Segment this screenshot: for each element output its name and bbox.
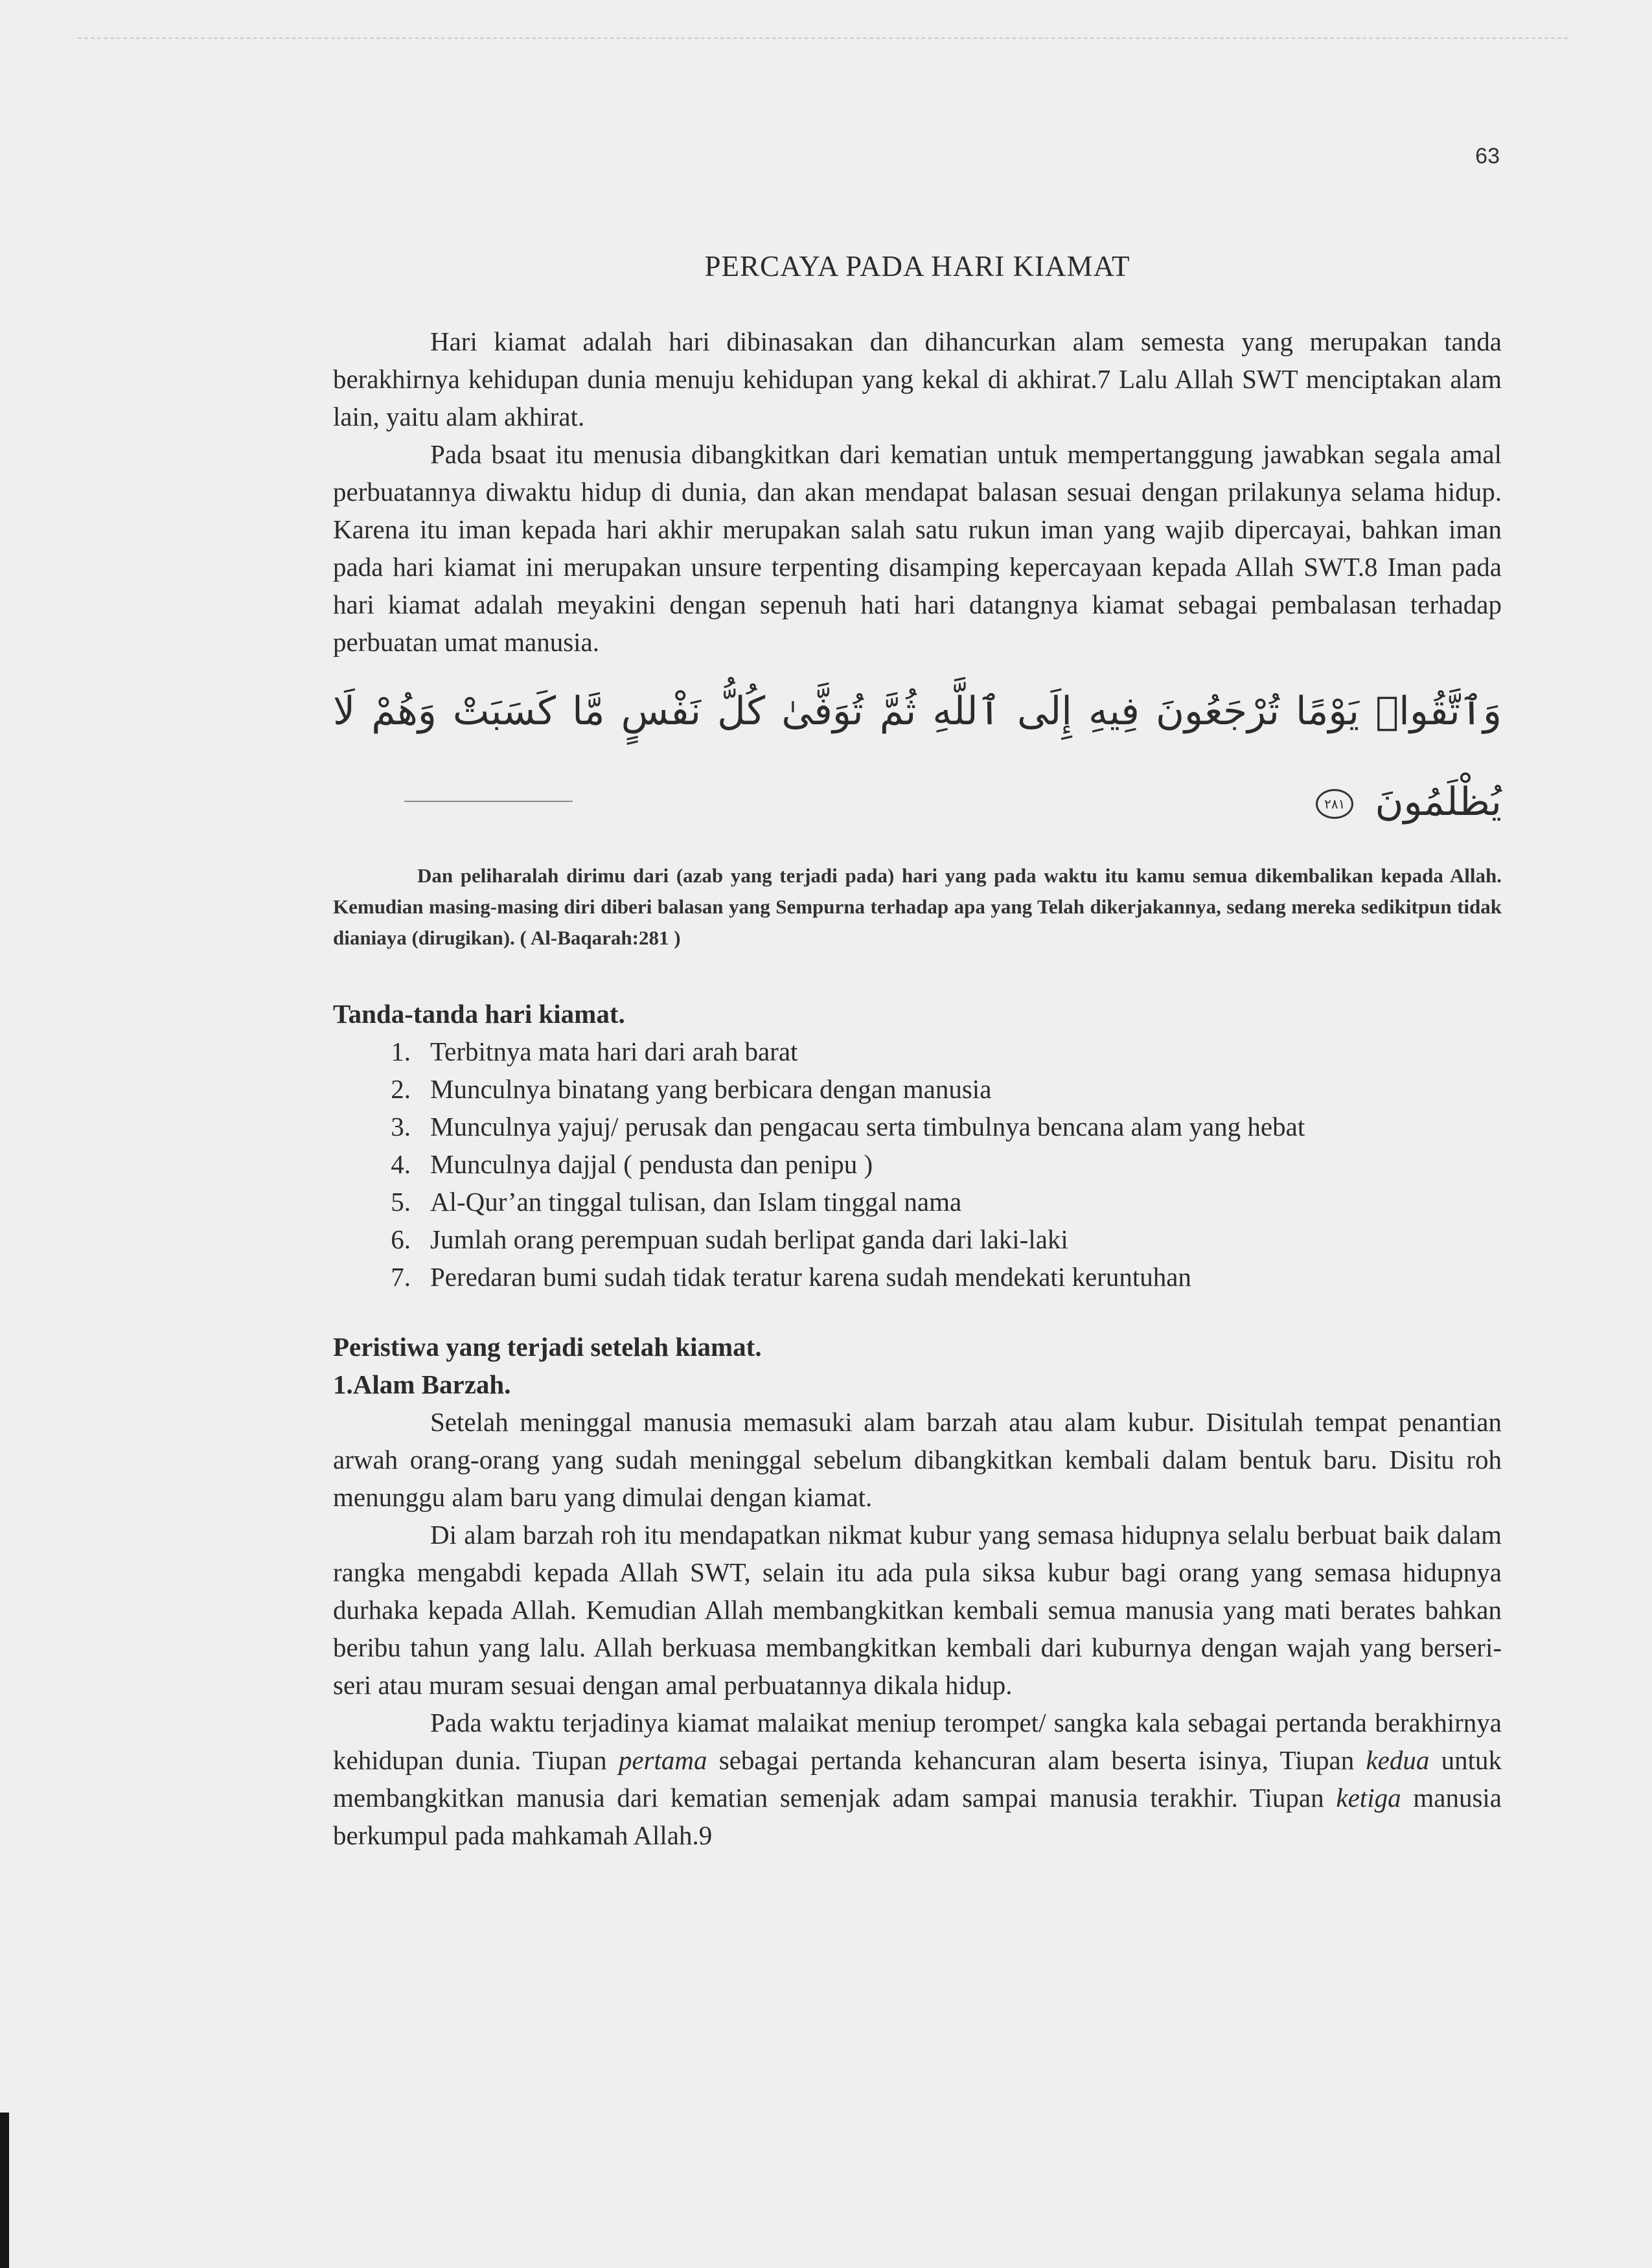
list-item: 7. Peredaran bumi sudah tidak teratur karena sudah mendekati keruntuhan [391, 1262, 1191, 1292]
scan-edge [0, 2113, 9, 2268]
events-heading: Peristiwa yang terjadi setelah kiamat. [333, 1332, 762, 1362]
scan-border-line [78, 38, 1568, 39]
emphasis-first: pertama [618, 1745, 707, 1775]
verse-number-mark: ٢٨١ [1316, 789, 1353, 819]
page-title: PERCAYA PADA HARI KIAMAT [704, 250, 1130, 282]
list-item: 4. Munculnya dajjal ( pendusta dan penipu ) [391, 1149, 873, 1179]
verse-translation: Dan peliharalah dirimu dari (azab yang terjadi pada) hari yang pada waktu itu kamu semua dikembalikan kepada Allah. Kemudian masing-masing diri diberi balasan yang Sempurna terhadap apa yang Telah dikerjakannya, sedang mereka sedikitpun tidak dianiaya (dirugikan). ( Al-Baqarah:281 ) [333, 864, 1502, 949]
intro-paragraph-1: Hari kiamat adalah hari dibinasakan dan dihancurkan alam semesta yang merupakan tanda berakhirnya kehidupan dunia menuju kehidupan yang kekal di akhirat.7 Lalu Allah SWT menciptakan alam lain, yaitu alam akhirat. [333, 326, 1502, 431]
page-number: 63 [1475, 144, 1500, 168]
quran-verse-line-2 [333, 775, 1502, 829]
list-item: 6. Jumlah orang perempuan sudah berlipat ganda dari laki-laki [391, 1224, 1068, 1254]
quran-verse-word: يُظْلَمُونَ [1375, 779, 1502, 825]
signs-heading: Tanda-tanda hari kiamat. [333, 999, 625, 1029]
signs-list [333, 1033, 1502, 1296]
quran-verse-line-1: وَٱتَّقُوا۟ يَوْمًا تُرْجَعُونَ فِيهِ إِلَى ٱللَّهِ ثُمَّ تُوَفَّىٰ كُلُّ نَفْسٍ مَّا كَسَبَتْ وَهُمْ لَا [333, 689, 1502, 734]
barzah-heading: 1.Alam Barzah. [333, 1369, 511, 1399]
document-body [333, 247, 1502, 1854]
emphasis-third: ketiga [1336, 1783, 1401, 1813]
trumpet-paragraph: Pada waktu terjadinya kiamat malaikat meniup terompet/ sangka kala sebagai pertanda berakhirnya kehidupan dunia. Tiupan pertama sebagai pertanda kehancuran alam beserta isinya, Tiupan kedua untuk membangkitkan manusia dari kematian semenjak adam sampai manusia terakhir. Tiupan ketiga manusia berkumpul pada mahkamah Allah.9 [333, 1708, 1502, 1850]
barzah-paragraph-1: Setelah meninggal manusia memasuki alam barzah atau alam kubur. Disitulah tempat penantian arwah orang-orang yang sudah meninggal sebelum dibangkitkan kembali dalam bentuk baru. Disitu roh menunggu alam baru yang dimulai dengan kiamat. [333, 1407, 1502, 1512]
list-item: 2. Munculnya binatang yang berbicara dengan manusia [391, 1074, 992, 1104]
emphasis-second: kedua [1366, 1745, 1430, 1775]
intro-paragraph-2: Pada bsaat itu menusia dibangkitkan dari kematian untuk mempertanggung jawabkan segala amal perbuatannya diwaktu hidup di dunia, dan akan mendapat balasan sesuai dengan prilakunya selama hidup. Karena itu iman kepada hari akhir merupakan salah satu rukun iman yang wajib dipercayai, bahkan iman pada hari kiamat ini merupakan unsure terpenting disamping kepercayaan kepada Allah SWT.8 Iman pada hari kiamat adalah meyakini dengan sepenuh hati hari datangnya kiamat sebagai pembalasan terhadap perbuatan umat manusia. [333, 439, 1502, 657]
list-item: 5. Al-Qur’an tinggal tulisan, dan Islam tinggal nama [391, 1187, 962, 1217]
list-item: 3. Munculnya yajuj/ perusak dan pengacau serta timbulnya bencana alam yang hebat [391, 1112, 1305, 1141]
list-item: 1. Terbitnya mata hari dari arah barat [391, 1037, 798, 1066]
barzah-paragraph-2: Di alam barzah roh itu mendapatkan nikmat kubur yang semasa hidupnya selalu berbuat baik dalam rangka mengabdi kepada Allah SWT, selain itu ada pula siksa kubur bagi orang yang semasa hidupnya durhaka kepada Allah. Kemudian Allah membangkitkan kembali semua manusia yang mati berates bahkan beribu tahun yang lalu. Allah berkuasa membangkitkan kembali dari kuburnya dengan wajah yang berseri-seri atau muram sesuai dengan amal perbuatannya dikala hidup. [333, 1520, 1502, 1700]
divider [404, 801, 573, 802]
